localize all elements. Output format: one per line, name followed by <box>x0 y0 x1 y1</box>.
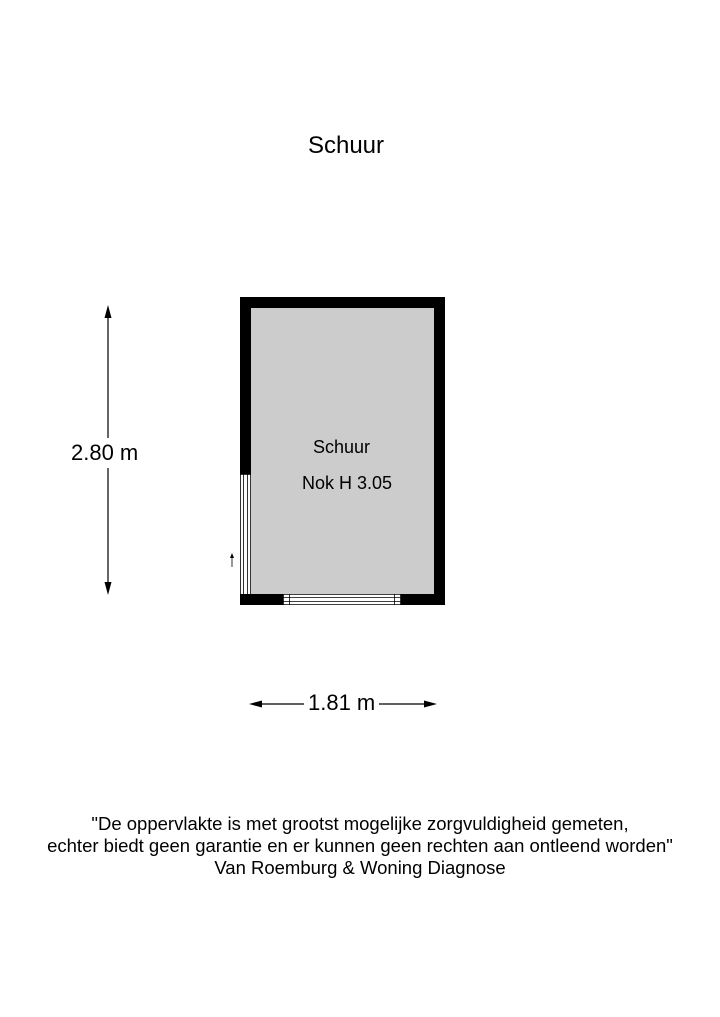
left-door-opening <box>240 474 251 594</box>
disclaimer-line-1: "De oppervlakte is met grootst mogelijke zorgvuldigheid gemeten, <box>91 813 629 834</box>
disclaimer <box>0 813 720 879</box>
bottom-door-opening <box>283 594 401 605</box>
entrance-arrow-icon <box>230 553 234 567</box>
disclaimer-line-3: Van Roemburg & Woning Diagnose <box>214 857 506 878</box>
width-dimension-label: 1.81 m <box>304 690 379 716</box>
disclaimer-line-2: echter biedt geen garantie en er kunnen geen rechten aan ontleend worden" <box>47 835 673 856</box>
room-ridge-height-label: Nok H 3.05 <box>302 473 393 493</box>
floorplan-title: Schuur <box>307 132 385 159</box>
room-name-label: Schuur <box>313 437 371 457</box>
height-dimension-label: 2.80 m <box>71 438 138 468</box>
